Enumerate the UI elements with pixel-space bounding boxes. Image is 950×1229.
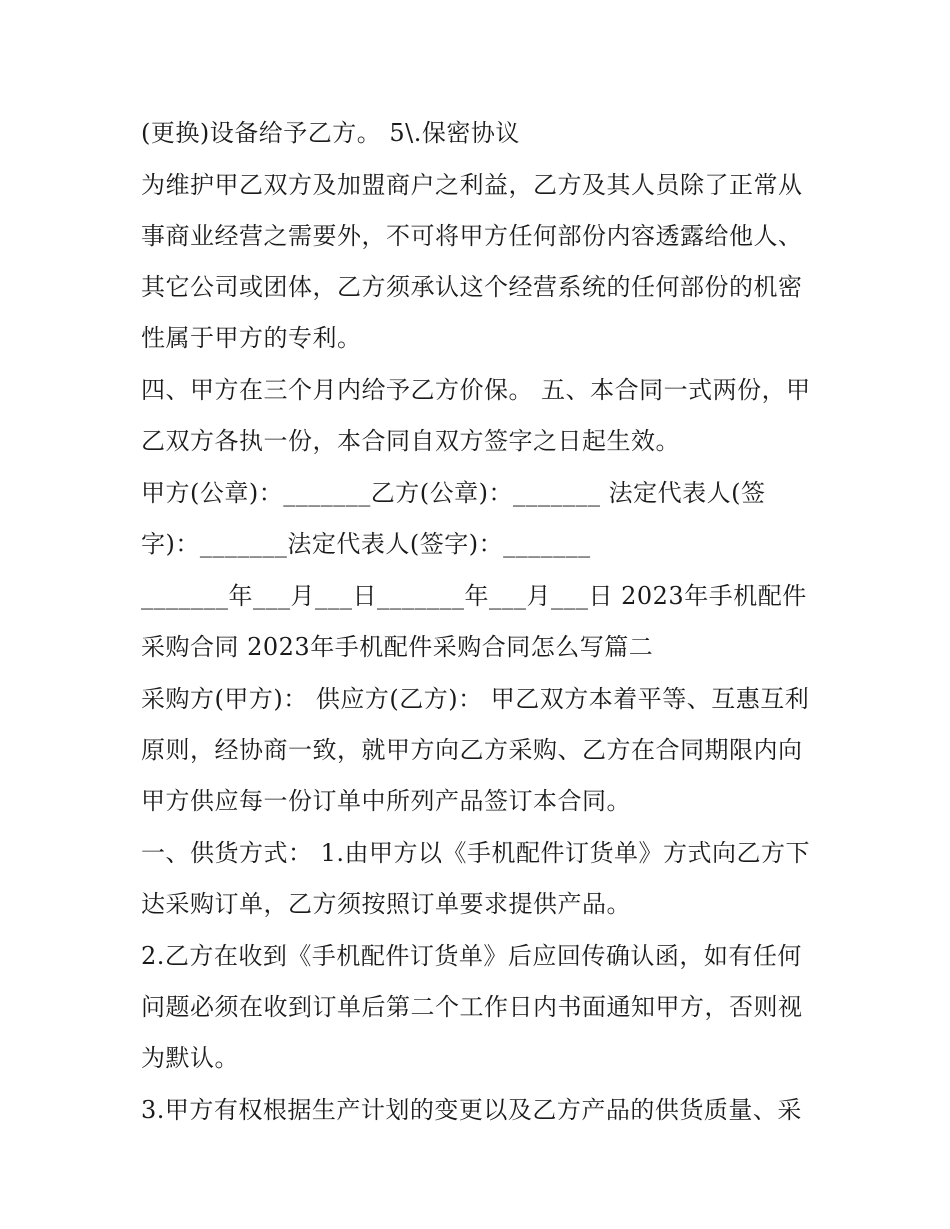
paragraph-confidentiality-clause: 为维护甲乙双方及加盟商户之利益，乙方及其人员除了正常从事商业经营之需要外，不可将甲方任何部份内容透露给他人、其它公司或团体，乙方须承认这个经营系统的任何部份的机密性属于甲方的专利。 <box>141 171 803 352</box>
paragraph-signature-lines: 甲方(公章)：_______乙方(公章)：_______ 法定代表人(签字)：_______法定代表人(签字)：_______ <box>141 479 766 558</box>
document-body <box>141 108 821 1136</box>
paragraph-date-and-title: _______年___月___日_______年___月___日 2023年手机配件采购合同 2023年手机配件采购合同怎么写篇二 <box>141 582 807 661</box>
paragraph-price-protection: 四、甲方在三个月内给予乙方价保。 五、本合同一式两份，甲乙双方各执一份，本合同自双方签字之日起生效。 <box>141 376 811 455</box>
paragraph-supply-method-1: 一、供货方式： 1.由甲方以《手机配件订货单》方式向乙方下达采购订单，乙方须按照订单要求提供产品。 <box>141 839 811 918</box>
paragraph-supply-method-3: 3.甲方有权根据生产计划的变更以及乙方产品的供货质量、采 <box>141 1096 802 1124</box>
paragraph-parties-intro: 采购方(甲方)： 供应方(乙方)： 甲乙双方本着平等、互惠互利原则，经协商一致，就甲方向乙方采购、乙方在合同期限内向甲方供应每一份订单中所列产品签订本合同。 <box>141 685 810 815</box>
paragraph-supply-method-2: 2.乙方在收到《手机配件订货单》后应回传确认函，如有任何问题必须在收到订单后第二个工作日内书面通知甲方，否则视为默认。 <box>141 942 803 1072</box>
paragraph-confidentiality-heading: (更换)设备给予乙方。 5\.保密协议 <box>141 119 520 147</box>
